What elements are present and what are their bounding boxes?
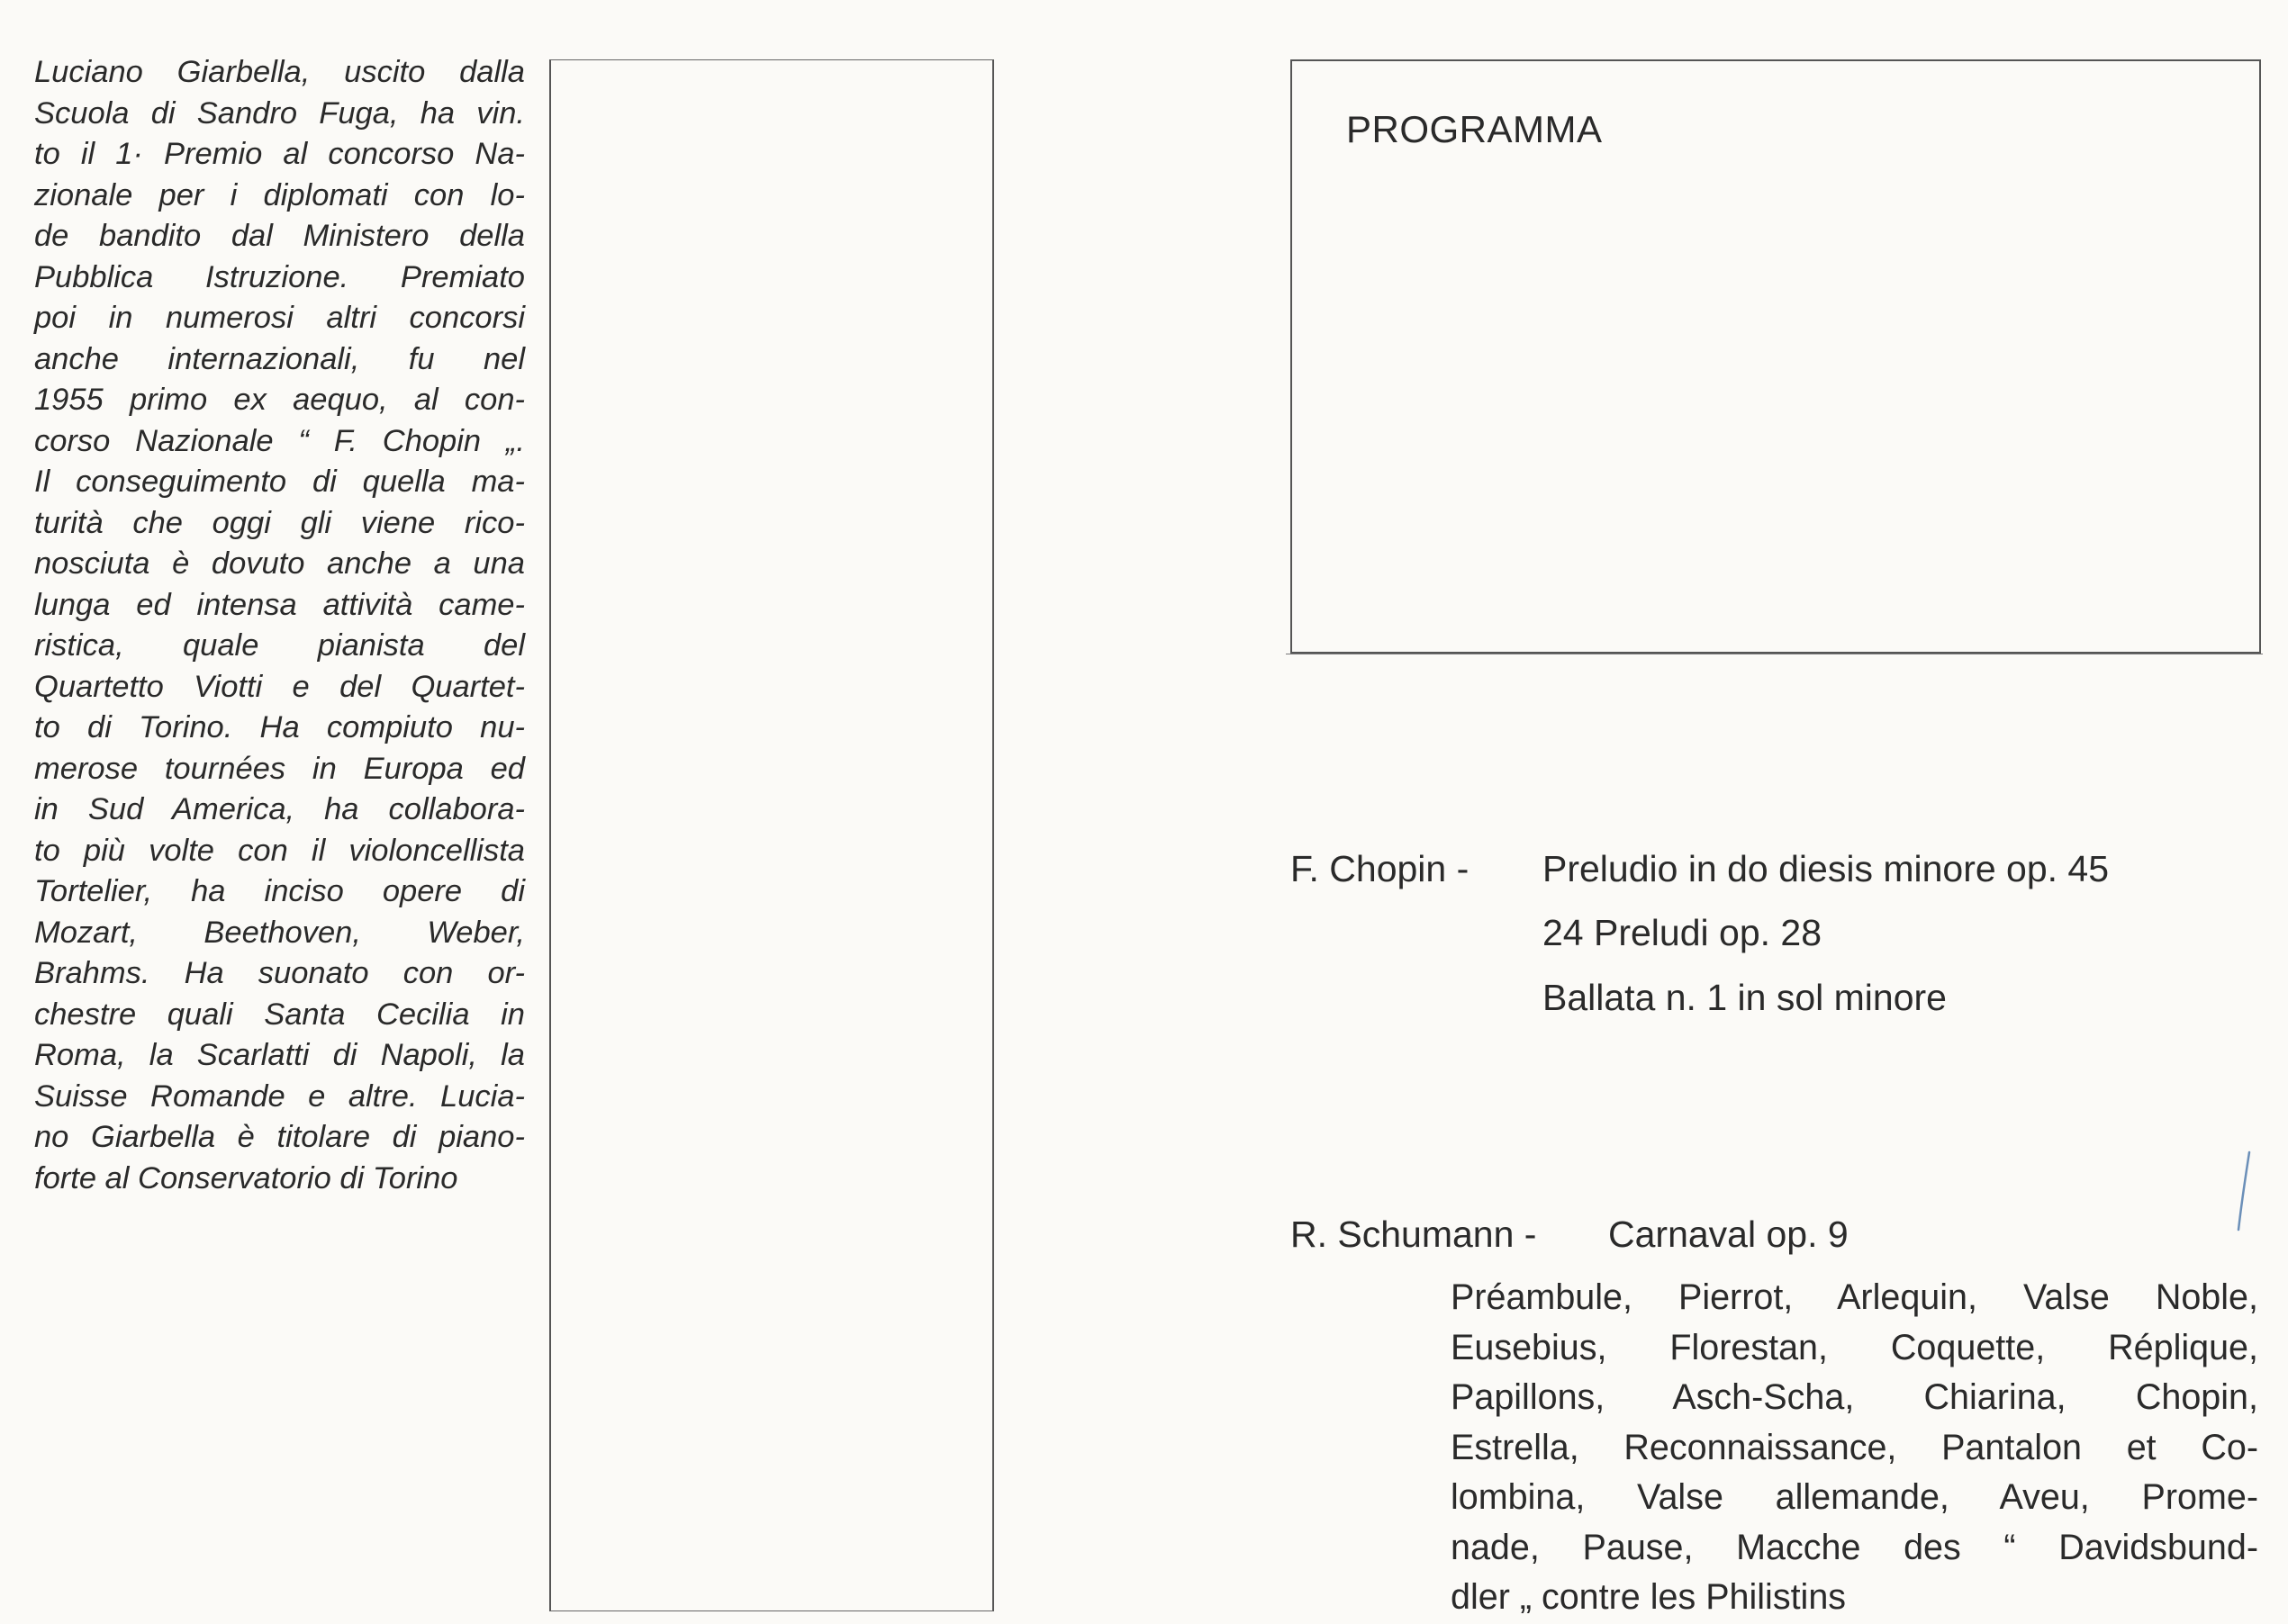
biography-line: Luciano Giarbella, uscito dalla (34, 55, 525, 89)
biography-line: no Giarbella è titolare di piano- (34, 1120, 525, 1154)
biography-line: Brahms. Ha suonato con or- (34, 956, 525, 990)
programme-box (1290, 59, 2261, 654)
biography-line: nosciuta è dovuto anche a una (34, 546, 525, 581)
photo-frame (549, 59, 994, 1611)
biography-line: merose tournées in Europa ed (34, 751, 525, 786)
pen-mark-icon (2235, 1149, 2253, 1235)
biography-line: in Sud America, ha collabora- (34, 792, 525, 826)
biography-line: to il 1· Premio al concorso Na- (34, 137, 525, 171)
biography-line: forte al Conservatorio di Torino (34, 1160, 458, 1195)
biography-line: Il conseguimento di quella ma- (34, 465, 525, 499)
chopin-composer: F. Chopin - (1290, 848, 1470, 889)
movement-line: lombina, Valse allemande, Aveu, Prome- (1451, 1477, 2258, 1517)
biography-line: anche internazionali, fu nel (34, 341, 525, 376)
biography-line: 1955 primo ex aequo, al con- (34, 383, 525, 417)
chopin-work: Preludio in do diesis minore op. 45 (1542, 848, 2110, 889)
chopin-work: Ballata n. 1 in sol minore (1542, 977, 1947, 1018)
biography-line: Pubblica Istruzione. Premiato (34, 259, 525, 294)
biography-line: zionale per i diplomati con lo- (34, 177, 525, 212)
biography (34, 52, 525, 1199)
biography-line: de bandito dal Ministero della (34, 219, 525, 253)
biography-line: Roma, la Scarlatti di Napoli, la (34, 1038, 525, 1072)
biography-line: Tortelier, ha inciso opere di (34, 874, 525, 908)
biography-line: corso Nazionale “ F. Chopin „. (34, 423, 525, 458)
biography-line: chestre quali Santa Cecilia in (34, 997, 525, 1032)
movement-line: Estrella, Reconnaissance, Pantalon et Co- (1451, 1427, 2258, 1467)
biography-line: to più volte con il violoncellista (34, 833, 525, 868)
biography-line: Quartetto Viotti e del Quartet- (34, 669, 525, 704)
schumann-work: Carnaval op. 9 (1608, 1213, 1849, 1255)
biography-line: turità che oggi gli viene rico- (34, 505, 525, 540)
biography-line: ristica, quale pianista del (34, 628, 525, 663)
chopin-work: 24 Preludi op. 28 (1542, 912, 1822, 953)
biography-line: Suisse Romande e altre. Lucia- (34, 1078, 525, 1114)
biography-line: poi in numerosi altri concorsi (34, 301, 525, 335)
biography-line: to di Torino. Ha compiuto nu- (34, 710, 525, 744)
biography-line: Mozart, Beethoven, Weber, (34, 915, 525, 950)
schumann-composer: R. Schumann - (1290, 1213, 1537, 1255)
carnaval-movements (1451, 1273, 2258, 1623)
biography-line: Scuola di Sandro Fuga, ha vin. (34, 95, 525, 131)
programme-title: PROGRAMMA (1346, 108, 1603, 150)
movement-line: Eusebius, Florestan, Coquette, Réplique, (1451, 1327, 2258, 1367)
movement-line: nade, Pause, Macche des “ Davidsbund- (1451, 1527, 2258, 1567)
movement-line: dler „ contre les Philistins (1451, 1577, 1847, 1617)
movement-line: Préambule, Pierrot, Arlequin, Valse Noble, (1451, 1277, 2258, 1317)
movement-line: Papillons, Asch-Scha, Chiarina, Chopin, (1451, 1377, 2258, 1417)
biography-line: lunga ed intensa attività came- (34, 587, 525, 622)
